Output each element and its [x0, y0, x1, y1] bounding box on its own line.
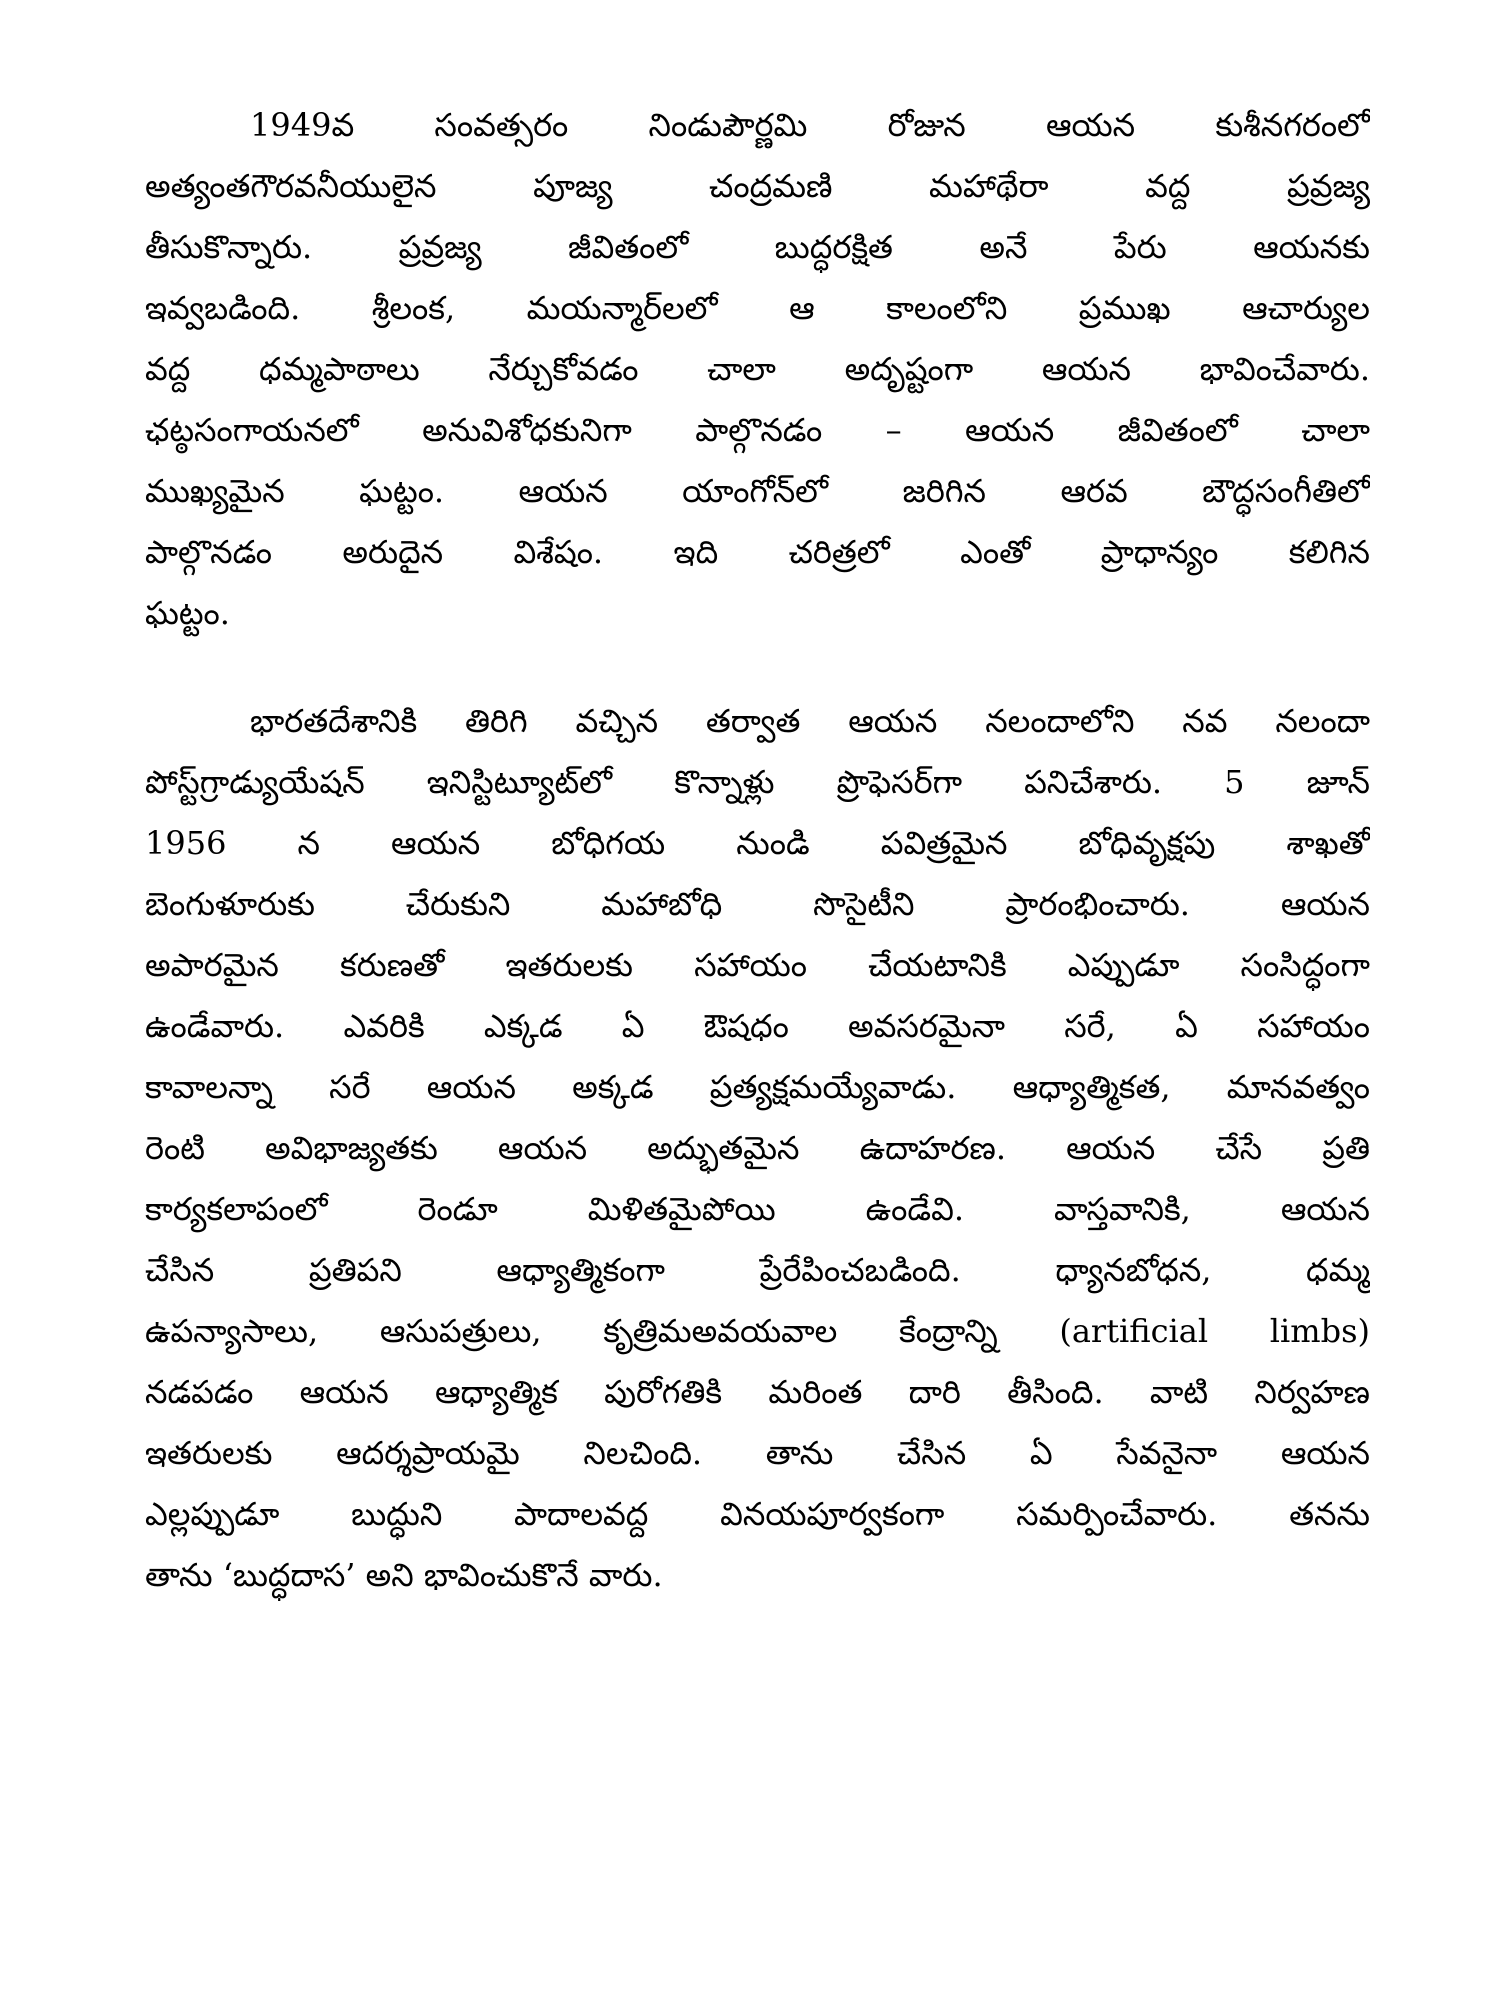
text-line: బెంగుళూరుకు చేరుకుని మహాబోధి సొసైటీని ప్రారంభించారు. ఆయన [145, 885, 1370, 923]
text-line: భారతదేశానికి తిరిగి వచ్చిన తర్వాత ఆయన నలందాలోని నవ నలందా [250, 702, 1370, 740]
text-line: ఛట్ఠసంగాయనలో అనువిశోధకునిగా పాల్గొనడం – ఆయన జీవితంలో చాలా [145, 411, 1370, 449]
text-line: ఉపన్యాసాలు, ఆసుపత్రులు, కృత్రిమఅవయవాల కేంద్రాన్ని (artificial limbs) [145, 1312, 1370, 1350]
text-line: ఇతరులకు ఆదర్శప్రాయమై నిలచింది. తాను చేసిన ఏ సేవనైనా ఆయన [145, 1434, 1370, 1472]
text-line: అత్యంతగౌరవనీయులైన పూజ్య చంద్రమణి మహాథేరా వద్ద ప్రవ్రజ్య [145, 167, 1370, 205]
text-line: వద్ద ధమ్మపాఠాలు నేర్చుకోవడం చాలా అదృష్టంగా ఆయన భావించేవారు. [145, 350, 1370, 388]
text-line: రెంటి అవిభాజ్యతకు ఆయన అద్భుతమైన ఉదాహరణ. ఆయన చేసే ప్రతి [145, 1129, 1370, 1167]
text-line: ఇవ్వబడింది. శ్రీలంక, మయన్మార్‌లలో ఆ కాలంలోని ప్రముఖ ఆచార్యుల [145, 289, 1370, 327]
text-line: 1956 న ఆయన బోధిగయ నుండి పవిత్రమైన బోధివృక్షపు శాఖతో [145, 824, 1370, 862]
text-line: తాను ‘బుద్ధదాస’ అని భావించుకొనే వారు. [145, 1556, 663, 1594]
text-line: పోస్ట్‌గ్రాడ్యుయేషన్ ఇనిస్టిట్యూట్‌లో కొన్నాళ్లు ప్రొఫెసర్‌గా పనిచేశారు. 5 జూన్ [145, 763, 1370, 801]
text-line: పాల్గొనడం అరుదైన విశేషం. ఇది చరిత్రలో ఎంతో ప్రాధాన్యం కలిగిన [145, 533, 1370, 571]
text-line: కార్యకలాపంలో రెండూ మిళితమైపోయి ఉండేవి. వాస్తవానికి, ఆయన [145, 1190, 1370, 1228]
text-line: ముఖ్యమైన ఘట్టం. ఆయన యాంగోన్‌లో జరిగిన ఆరవ బౌద్ధసంగీతిలో [145, 472, 1370, 510]
text-line: ఉండేవారు. ఎవరికి ఎక్కడ ఏ ఔషధం అవసరమైనా సరే, ఏ సహాయం [145, 1007, 1370, 1045]
paragraph-2 [145, 691, 1370, 1606]
text-line: ఎల్లప్పుడూ బుద్ధుని పాదాలవద్ద వినయపూర్వకంగా సమర్పించేవారు. తనను [145, 1495, 1370, 1533]
document-page [145, 95, 1370, 1606]
text-line: చేసిన ప్రతిపని ఆధ్యాత్మికంగా ప్రేరేపించబడింది. ధ్యానబోధన, ధమ్మ [145, 1251, 1370, 1289]
paragraph-spacer [145, 644, 1370, 691]
text-line: ఘట్టం. [145, 594, 230, 632]
text-line: 1949వ సంవత్సరం నిండుపౌర్ణమి రోజున ఆయన కుశీనగరంలో [250, 106, 1370, 144]
text-line: అపారమైన కరుణతో ఇతరులకు సహాయం చేయటానికి ఎప్పుడూ సంసిద్ధంగా [145, 946, 1370, 984]
text-line: తీసుకొన్నారు. ప్రవ్రజ్య జీవితంలో బుద్ధరక్షిత అనే పేరు ఆయనకు [145, 228, 1370, 266]
paragraph-1 [145, 95, 1370, 644]
text-line: కావాలన్నా సరే ఆయన అక్కడ ప్రత్యక్షమయ్యేవాడు. ఆధ్యాత్మికత, మానవత్వం [145, 1068, 1370, 1106]
text-line: నడపడం ఆయన ఆధ్యాత్మిక పురోగతికి మరింత దారి తీసింది. వాటి నిర్వహణ [145, 1373, 1370, 1411]
